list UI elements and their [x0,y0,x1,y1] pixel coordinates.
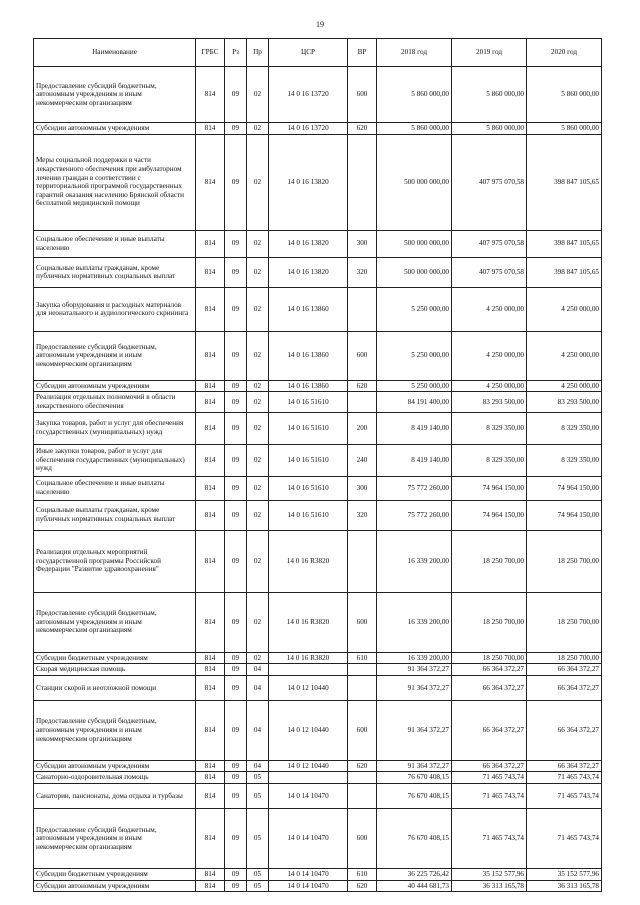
cell-grbs: 814 [196,287,225,331]
cell-2018: 75 772 260,00 [377,476,452,500]
cell-vr: 200 [348,412,377,444]
cell-grbs: 814 [196,412,225,444]
cell-2018: 500 000 000,00 [377,230,452,257]
cell-2018: 5 860 000,00 [377,67,452,123]
cell-name: Предоставление субсидий бюджетным, автономным учреждениям и иным некоммерческим организациям [34,700,196,760]
cell-pr: 02 [247,331,269,380]
cell-2018: 91 364 372,27 [377,700,452,760]
cell-2020: 398 847 105,65 [527,134,602,230]
cell-csr: 14 0 16 13860 [269,380,348,392]
cell-2020: 18 250 700,00 [527,592,602,652]
cell-rz: 09 [225,444,247,476]
cell-name: Реализация отдельных полномочий в области лекарственного обеспечения [34,392,196,412]
table-row [34,760,602,772]
cell-2019: 4 250 000,00 [452,287,527,331]
cell-name: Предоставление субсидий бюджетным, автономным учреждениям и иным некоммерческим организациям [34,809,196,869]
cell-csr: 14 0 16 R3820 [269,530,348,592]
cell-csr: 14 0 12 10440 [269,760,348,772]
table-row [34,592,602,652]
cell-pr: 02 [247,530,269,592]
cell-vr [348,675,377,700]
cell-2018: 76 670 408,15 [377,784,452,809]
cell-pr: 02 [247,412,269,444]
cell-2020: 71 465 743,74 [527,809,602,869]
cell-grbs: 814 [196,700,225,760]
cell-2019: 66 364 372,27 [452,664,527,676]
cell-rz: 09 [225,592,247,652]
cell-rz: 09 [225,809,247,869]
cell-2018: 16 339 200,00 [377,652,452,664]
cell-csr: 14 0 16 13820 [269,257,348,287]
cell-pr: 04 [247,700,269,760]
cell-2018: 91 364 372,27 [377,760,452,772]
cell-vr: 300 [348,230,377,257]
cell-2020: 74 964 150,00 [527,500,602,530]
cell-rz: 09 [225,700,247,760]
header-2018: 2018 год [377,39,452,67]
cell-name: Санатории, пансионаты, дома отдыха и турбазы [34,784,196,809]
cell-pr: 05 [247,809,269,869]
cell-grbs: 814 [196,880,225,892]
cell-rz: 09 [225,880,247,892]
cell-name: Социальные выплаты гражданам, кроме публичных нормативных социальных выплат [34,257,196,287]
cell-name: Социальное обеспечение и иные выплаты населению [34,476,196,500]
cell-csr [269,664,348,676]
cell-grbs: 814 [196,331,225,380]
cell-2020: 71 465 743,74 [527,772,602,784]
header-vr: ВР [348,39,377,67]
cell-2019: 71 465 743,74 [452,784,527,809]
cell-pr: 04 [247,664,269,676]
cell-2018: 91 364 372,27 [377,675,452,700]
cell-2018: 91 364 372,27 [377,664,452,676]
cell-grbs: 814 [196,652,225,664]
cell-csr: 14 0 16 13820 [269,134,348,230]
cell-pr: 02 [247,230,269,257]
cell-grbs: 814 [196,134,225,230]
cell-rz: 09 [225,331,247,380]
cell-rz: 09 [225,287,247,331]
cell-2020: 35 152 577,96 [527,869,602,881]
cell-pr: 02 [247,476,269,500]
cell-2019: 71 465 743,74 [452,809,527,869]
cell-rz: 09 [225,476,247,500]
cell-pr: 02 [247,123,269,135]
cell-name: Субсидии бюджетным учреждениям [34,652,196,664]
cell-rz: 09 [225,134,247,230]
cell-rz: 09 [225,380,247,392]
cell-grbs: 814 [196,380,225,392]
cell-name: Предоставление субсидий бюджетным, автономным учреждениям и иным некоммерческим организациям [34,592,196,652]
table-row [34,380,602,392]
cell-2019: 8 329 350,00 [452,412,527,444]
cell-grbs: 814 [196,392,225,412]
cell-rz: 09 [225,652,247,664]
cell-2018: 5 250 000,00 [377,380,452,392]
cell-2018: 8 419 140,00 [377,412,452,444]
cell-grbs: 814 [196,869,225,881]
cell-csr: 14 0 16 R3820 [269,652,348,664]
cell-2020: 8 329 350,00 [527,444,602,476]
cell-2020: 83 293 500,00 [527,392,602,412]
cell-grbs: 814 [196,592,225,652]
cell-2020: 5 860 000,00 [527,123,602,135]
cell-2020: 18 250 700,00 [527,652,602,664]
cell-2019: 5 860 000,00 [452,67,527,123]
cell-pr: 02 [247,67,269,123]
cell-pr: 02 [247,380,269,392]
cell-2018: 5 860 000,00 [377,123,452,135]
cell-2020: 66 364 372,27 [527,700,602,760]
cell-2018: 16 339 200,00 [377,530,452,592]
cell-csr: 14 0 14 10470 [269,784,348,809]
cell-2018: 75 772 260,00 [377,500,452,530]
cell-vr: 600 [348,67,377,123]
cell-grbs: 814 [196,123,225,135]
cell-2019: 5 860 000,00 [452,123,527,135]
cell-rz: 09 [225,392,247,412]
cell-2019: 18 250 700,00 [452,652,527,664]
cell-rz: 09 [225,412,247,444]
cell-csr: 14 0 12 10440 [269,675,348,700]
cell-vr: 600 [348,592,377,652]
cell-name: Социальное обеспечение и иные выплаты населению [34,230,196,257]
table-row [34,530,602,592]
table-row [34,700,602,760]
cell-2020: 4 250 000,00 [527,331,602,380]
cell-pr: 02 [247,257,269,287]
cell-2019: 407 975 070,58 [452,134,527,230]
cell-vr: 620 [348,380,377,392]
cell-rz: 09 [225,530,247,592]
table-row [34,287,602,331]
cell-2018: 500 000 000,00 [377,134,452,230]
cell-name: Иные закупки товаров, работ и услуг для обеспечения государственных (муниципальных) нужд [34,444,196,476]
cell-vr: 620 [348,880,377,892]
cell-vr: 600 [348,809,377,869]
cell-vr [348,784,377,809]
cell-2018: 84 191 400,00 [377,392,452,412]
header-grbs: ГРБС [196,39,225,67]
cell-rz: 09 [225,760,247,772]
cell-pr: 04 [247,760,269,772]
cell-pr: 02 [247,134,269,230]
cell-2020: 5 860 000,00 [527,67,602,123]
cell-grbs: 814 [196,530,225,592]
table-row [34,257,602,287]
cell-2019: 35 152 577,96 [452,869,527,881]
cell-2018: 500 000 000,00 [377,257,452,287]
cell-rz: 09 [225,675,247,700]
cell-2019: 71 465 743,74 [452,772,527,784]
budget-table [33,38,602,892]
cell-csr: 14 0 16 51610 [269,412,348,444]
cell-vr [348,392,377,412]
table-row [34,134,602,230]
cell-2018: 36 225 726,42 [377,869,452,881]
cell-name: Социальные выплаты гражданам, кроме публичных нормативных социальных выплат [34,500,196,530]
header-csr: ЦСР [269,39,348,67]
cell-csr [269,772,348,784]
cell-2019: 83 293 500,00 [452,392,527,412]
cell-rz: 09 [225,67,247,123]
cell-csr: 14 0 16 13820 [269,230,348,257]
cell-pr: 02 [247,592,269,652]
table-body [34,67,602,892]
table-row [34,476,602,500]
cell-2018: 5 250 000,00 [377,331,452,380]
cell-2020: 66 364 372,27 [527,675,602,700]
cell-vr: 320 [348,500,377,530]
cell-vr [348,287,377,331]
cell-2019: 66 364 372,27 [452,700,527,760]
cell-vr [348,134,377,230]
cell-name: Реализация отдельных мероприятий государственной программы Российской Федерации "Развитие здравоохранения" [34,530,196,592]
table-row [34,230,602,257]
table-row [34,412,602,444]
cell-rz: 09 [225,784,247,809]
table-row [34,784,602,809]
page-number: 19 [316,20,324,29]
cell-pr: 04 [247,675,269,700]
cell-csr: 14 0 14 10470 [269,880,348,892]
cell-name: Предоставление субсидий бюджетным, автономным учреждениям и иным некоммерческим организациям [34,331,196,380]
cell-2020: 66 364 372,27 [527,760,602,772]
cell-vr: 620 [348,760,377,772]
cell-2019: 8 329 350,00 [452,444,527,476]
header-rz: Рз [225,39,247,67]
table-row [34,809,602,869]
cell-name: Станции скорой и неотложной помощи [34,675,196,700]
table-row [34,444,602,476]
cell-2020: 18 250 700,00 [527,530,602,592]
cell-rz: 09 [225,500,247,530]
cell-vr: 300 [348,476,377,500]
cell-2019: 18 250 700,00 [452,530,527,592]
cell-2020: 4 250 000,00 [527,380,602,392]
cell-pr: 02 [247,500,269,530]
cell-2018: 5 250 000,00 [377,287,452,331]
cell-csr: 14 0 16 13720 [269,67,348,123]
cell-rz: 09 [225,123,247,135]
cell-name: Меры социальной поддержки в части лекарственного обеспечения при амбулаторном лечении граждан в соответствии с территориальной программой государственных гарантий оказания населению Брянской области бесплатной медицинской помощи [34,134,196,230]
cell-vr: 610 [348,652,377,664]
cell-name: Субсидии автономным учреждениям [34,760,196,772]
cell-name: Субсидии бюджетным учреждениям [34,869,196,881]
cell-pr: 05 [247,772,269,784]
cell-vr [348,664,377,676]
table-row [34,67,602,123]
cell-vr: 610 [348,869,377,881]
cell-2019: 18 250 700,00 [452,592,527,652]
cell-grbs: 814 [196,500,225,530]
cell-grbs: 814 [196,476,225,500]
cell-2019: 66 364 372,27 [452,760,527,772]
cell-2018: 16 339 200,00 [377,592,452,652]
cell-2020: 8 329 350,00 [527,412,602,444]
table-row [34,652,602,664]
cell-2019: 74 964 150,00 [452,500,527,530]
cell-csr: 14 0 14 10470 [269,869,348,881]
cell-grbs: 814 [196,664,225,676]
cell-vr: 320 [348,257,377,287]
cell-grbs: 814 [196,230,225,257]
cell-2020: 71 465 743,74 [527,784,602,809]
cell-rz: 09 [225,664,247,676]
cell-vr: 620 [348,123,377,135]
cell-vr: 600 [348,700,377,760]
header-2019: 2019 год [452,39,527,67]
cell-pr: 02 [247,652,269,664]
header-name: Наименование [34,39,196,67]
cell-name: Закупка оборудования и расходных материалов для неонатального и аудиологического скрининга [34,287,196,331]
cell-csr: 14 0 16 51610 [269,392,348,412]
cell-2019: 66 364 372,27 [452,675,527,700]
cell-csr: 14 0 16 51610 [269,500,348,530]
header-pr: Пр [247,39,269,67]
cell-2018: 76 670 408,15 [377,772,452,784]
cell-name: Санаторно-оздоровительная помощь [34,772,196,784]
cell-pr: 02 [247,444,269,476]
cell-2020: 398 847 105,65 [527,257,602,287]
cell-2018: 40 444 681,73 [377,880,452,892]
cell-vr [348,772,377,784]
table-row [34,500,602,530]
cell-grbs: 814 [196,257,225,287]
header-2020: 2020 год [527,39,602,67]
cell-vr: 240 [348,444,377,476]
cell-vr [348,530,377,592]
cell-csr: 14 0 16 13720 [269,123,348,135]
cell-name: Субсидии автономным учреждениям [34,880,196,892]
cell-2019: 407 975 070,58 [452,257,527,287]
cell-name: Субсидии автономным учреждениям [34,123,196,135]
cell-grbs: 814 [196,784,225,809]
cell-2019: 36 313 165,78 [452,880,527,892]
table-row [34,123,602,135]
cell-name: Предоставление субсидий бюджетным, автономным учреждениям и иным некоммерческим организациям [34,67,196,123]
cell-pr: 02 [247,392,269,412]
cell-2020: 66 364 372,27 [527,664,602,676]
cell-pr: 05 [247,869,269,881]
cell-csr: 14 0 16 13860 [269,287,348,331]
table-row [34,772,602,784]
cell-pr: 05 [247,784,269,809]
cell-2018: 8 419 140,00 [377,444,452,476]
cell-2019: 4 250 000,00 [452,331,527,380]
cell-csr: 14 0 16 51610 [269,476,348,500]
table-header-row [34,39,602,67]
cell-csr: 14 0 14 10470 [269,809,348,869]
cell-name: Субсидии автономным учреждениям [34,380,196,392]
cell-pr: 02 [247,287,269,331]
cell-vr: 600 [348,331,377,380]
table-row [34,331,602,380]
cell-2020: 36 313 165,78 [527,880,602,892]
cell-grbs: 814 [196,809,225,869]
cell-2018: 76 670 408,15 [377,809,452,869]
cell-csr: 14 0 12 10440 [269,700,348,760]
table-row [34,880,602,892]
table-row [34,869,602,881]
cell-grbs: 814 [196,760,225,772]
cell-2019: 4 250 000,00 [452,380,527,392]
table-row [34,392,602,412]
cell-2019: 407 975 070,58 [452,230,527,257]
cell-2020: 398 847 105,65 [527,230,602,257]
cell-csr: 14 0 16 13860 [269,331,348,380]
cell-csr: 14 0 16 51610 [269,444,348,476]
cell-2020: 4 250 000,00 [527,287,602,331]
cell-pr: 05 [247,880,269,892]
cell-rz: 09 [225,230,247,257]
cell-grbs: 814 [196,67,225,123]
cell-grbs: 814 [196,772,225,784]
cell-rz: 09 [225,772,247,784]
cell-grbs: 814 [196,444,225,476]
table-row [34,675,602,700]
cell-name: Скорая медицинская помощь [34,664,196,676]
cell-csr: 14 0 16 R3820 [269,592,348,652]
cell-rz: 09 [225,869,247,881]
cell-grbs: 814 [196,675,225,700]
cell-2019: 74 964 150,00 [452,476,527,500]
cell-name: Закупка товаров, работ и услуг для обеспечения государственных (муниципальных) нужд [34,412,196,444]
cell-2020: 74 964 150,00 [527,476,602,500]
cell-rz: 09 [225,257,247,287]
table-row [34,664,602,676]
